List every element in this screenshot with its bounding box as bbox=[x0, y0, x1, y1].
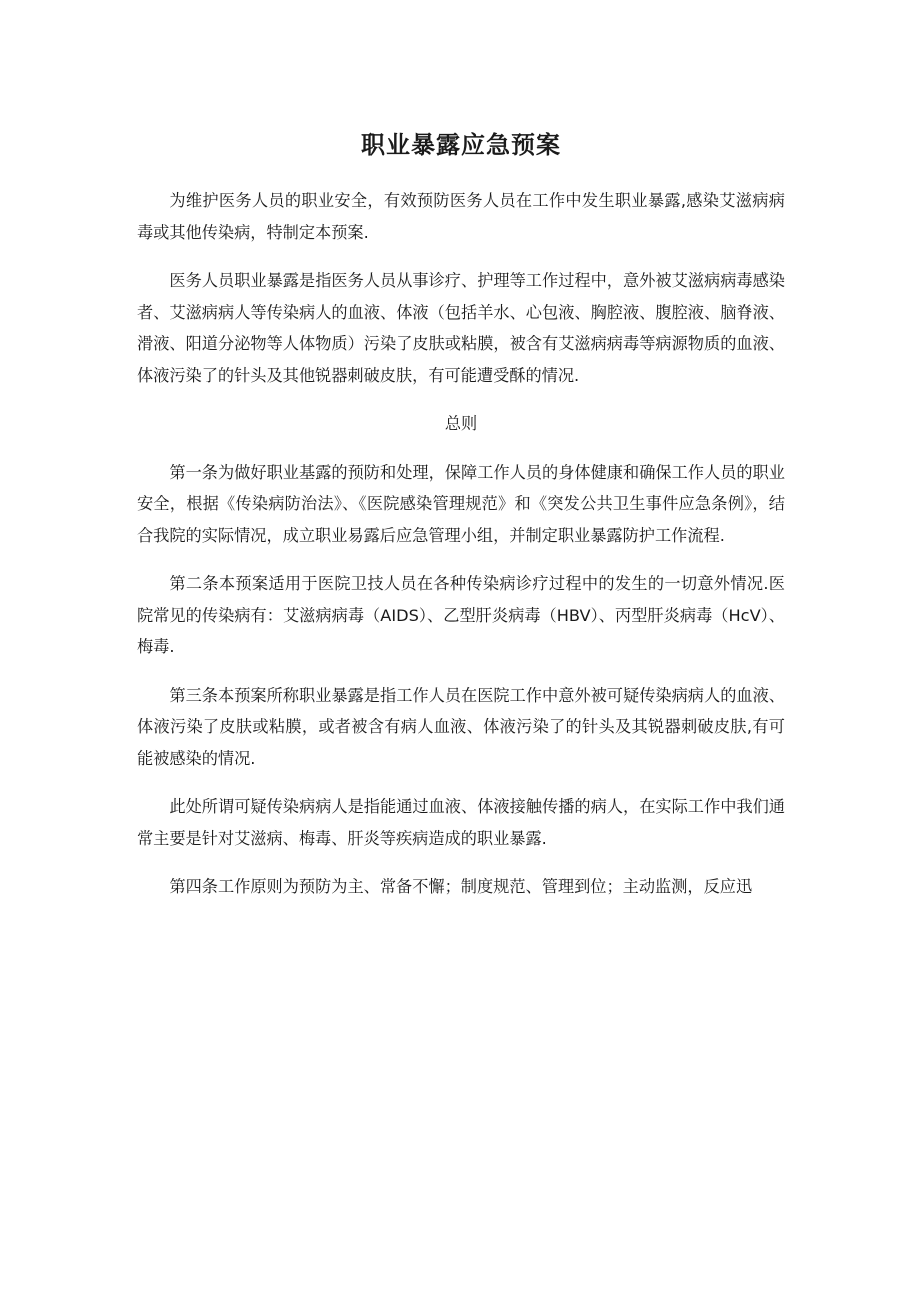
section-heading-general: 总则 bbox=[444, 414, 478, 433]
article-paragraph-4: 第四条工作原则为预防为主、常备不懈；制度规范、管理到位；主动监测，反应迅 bbox=[169, 877, 753, 896]
document-body bbox=[137, 126, 785, 920]
article-paragraph-1: 第一条为做好职业基露的预防和处理，保障工作人员的身体健康和确保工作人员的职业安全，根据《传染病防治法》、《医院感染管理规范》和《突发公共卫生事件应急条例》，结合我院的实际情况，成立职业易露后应急管理小组，并制定职业暴露防护工作流程. bbox=[137, 462, 785, 545]
intro-paragraph-purpose: 为维护医务人员的职业安全，有效预防医务人员在工作中发生职业暴露,感染艾滋病病毒或其他传染病，特制定本预案. bbox=[137, 191, 785, 242]
intro-paragraph-definition: 医务人员职业暴露是指医务人员从事诊疗、护理等工作过程中，意外被艾滋病病毒感染者、艾滋病病人等传染病人的血液、体液（包括羊水、心包液、胸腔液、腹腔液、脑脊液、滑液、阳道分泌物等人体物质）污染了皮肤或粘膜，被含有艾滋病病毒等病源物质的血液、体液污染了的针头及其他锐器刺破皮肤，有可能遭受酥的情况. bbox=[137, 271, 785, 385]
article-paragraph-3-note: 此处所谓可疑传染病病人是指能通过血液、体液接触传播的病人，在实际工作中我们通常主要是针对艾滋病、梅毒、肝炎等疾病造成的职业暴露. bbox=[137, 797, 785, 848]
article-paragraph-2: 第二条本预案适用于医院卫技人员在各种传染病诊疗过程中的发生的一切意外情况.医院常见的传染病有：艾滋病病毒（AIDS）、乙型肝炎病毒（HBV）、丙型肝炎病毒（HcV）、梅毒. bbox=[137, 574, 785, 656]
article-paragraph-3: 第三条本预案所称职业暴露是指工作人员在医院工作中意外被可疑传染病病人的血液、体液污染了皮肤或粘膜，或者被含有病人血液、体液污染了的针头及其锐器刺破皮肤,有可能被感染的情况. bbox=[137, 685, 785, 768]
document-title: 职业暴露应急预案 bbox=[361, 131, 561, 159]
